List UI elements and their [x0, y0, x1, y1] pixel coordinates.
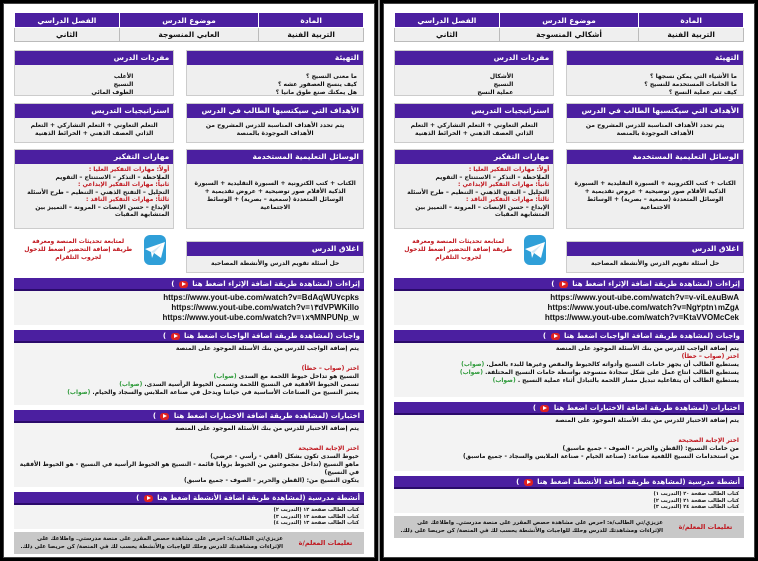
telegram-icon[interactable]	[524, 235, 546, 265]
enrichment-link[interactable]: https://www.yout-ube.com/watch?v=v-viLe٨uBwA	[550, 293, 739, 302]
goals-box	[186, 103, 364, 143]
thinking-text: التحليل – التفتح الذهني – التنظيم – طرح الأسئلة	[27, 188, 170, 196]
activity-item: كتاب الطالب صفحة ٢٤ (التدريب ٣)	[653, 504, 739, 510]
homework-item: يستطيع الطالب أن يتفاعلية تبديل مسار اللحمة بالتبادل أثناء عملية النسيج . (صواب)	[492, 377, 739, 384]
vocab-title: مفردات الدرس	[395, 51, 553, 65]
thinking-text: الإبداع – حسن الإنصات – المرونة – التمييز بين المتشابهة المقبات	[415, 203, 550, 218]
tests-section	[14, 410, 364, 487]
header-table	[14, 12, 364, 42]
enrichment-section	[14, 278, 364, 325]
goals-text: يتم تحدد الأهداف المناسبة للدرس المشروح من الأهداف الموجودة بالمنصة	[205, 122, 345, 137]
homework-intro: يتم إضافة الواجب للدرس من بنك الأسئلة الموجود على المنصة	[175, 345, 359, 352]
vocab-item: النسيج	[493, 81, 514, 88]
strategies-text: التعلم التعاوني + التعلم التشاركي + التعلم الذاتي العصف الذهني + الخرائط الذهنية	[30, 122, 158, 137]
enrichment-link[interactable]: https://www.yout-ube.com/watch?v=١x٩MNPUNp_w	[162, 313, 359, 322]
youtube-icon[interactable]	[540, 405, 549, 412]
activities-section	[14, 492, 364, 529]
closing-text: حل أسئلة تقويم الدرس والأنشطة المصاحبة	[210, 260, 340, 267]
homework-item: النسيج هو تداخل خيوط اللحمة مع السدى (صواب)	[213, 373, 359, 380]
activities-title[interactable]: أنشطة مدرسية (لمشاهدة طريقة اضافة الأنشطة اضغط هنا )	[394, 476, 744, 489]
tools-title: الوسائل التعليمية المستخدمة	[187, 150, 363, 164]
homework-item: يعتبر النسيج من الصناعات الأساسية في حياتنا ويدخل في صناعة الملابس والسجاد والخيام. (صواب)	[67, 389, 359, 396]
telegram-text[interactable]: لمتابعة تحديثات المنصة ومعرفة طريقة إضافة التحضير اضغط للدخول لجروب التلقرام	[404, 238, 513, 261]
homework-question-heading: اختر (صواب – خطأ)	[301, 365, 359, 372]
vocab-box	[394, 50, 554, 96]
warmup-line: ما الخامات المستخدمة للنسيج ؟	[644, 81, 737, 88]
tests-item: يتكون النسيج من: (القطن والحرير - الصوف - جميع ماسبق)	[183, 477, 359, 484]
goals-title: الأهداف التي سيكتسبها الطالب في الدرس	[187, 104, 363, 118]
closing-text: حل أسئلة تقويم الدرس والأنشطة المصاحبة	[590, 260, 720, 267]
thinking-heading: ثالثاً: مهارات التفكير الناقد :	[86, 196, 170, 203]
teacher-notes-label: تعليمات المعلم/ة	[298, 538, 353, 547]
enrichment-link[interactable]: https://www.yout-ube.com/watch?v=Ng٢ptn١mZg٨	[547, 303, 739, 312]
homework-section	[14, 330, 364, 405]
homework-question-heading: اختر (صواب – خطأ)	[681, 353, 739, 360]
header-topic-value: العابي المنسوجة	[119, 28, 259, 42]
lesson-plan-page-left	[0, 0, 378, 561]
activity-item: كتاب الطالب صفحة ١٣ (التدريب ٣)	[273, 513, 359, 520]
warmup-title: التهيئة	[187, 51, 363, 65]
telegram-promo[interactable]	[394, 233, 554, 267]
strategies-text: التعلم التعاوني + التعلم التشاركي + التعلم الذاتي العصف الذهني + الخرائط الذهنية	[410, 122, 538, 137]
enrichment-title[interactable]: إثراءات (لمشاهدة طريقة اضافة الإثراء اضغط هنا )	[14, 278, 364, 291]
vocab-item: الأشكال	[489, 73, 514, 80]
activities-section	[394, 476, 744, 513]
homework-title[interactable]: واجبات (لمشاهدة طريقة اضافة الواجبات اضغط هنا )	[14, 330, 364, 343]
activity-item: كتاب الطالب صفحة ٢٠ (التدريب ١)	[653, 491, 739, 497]
teacher-notes	[394, 516, 744, 538]
youtube-icon[interactable]	[160, 413, 169, 420]
header-term-value: الثاني	[15, 28, 120, 42]
header-topic-label: موضوع الدرس	[119, 13, 259, 28]
thinking-heading: أولاً: مهارات التفكير العليا :	[468, 166, 550, 173]
header-subject-value: التربية الفنية	[259, 28, 364, 42]
strategies-box	[14, 103, 174, 143]
thinking-text: الإبداع – حسن الإنصات – المرونة – التمييز بين المتشابهة المقبات	[35, 203, 170, 218]
header-subject-label: المادة	[259, 13, 364, 28]
vocab-item: النسيج	[113, 81, 134, 88]
homework-item: يستطيع الطالب أن يجهز خامات النسيج وأدواته كالخيوط والمقص وغيرها للبدء بالعمل. (صواب)	[461, 361, 739, 368]
enrichment-link[interactable]: https://www.yout-ube.com/watch?v=BdAqWU٧cpks	[163, 293, 359, 302]
homework-intro: يتم إضافة الواجب للدرس من بنك الأسئلة الموجود على المنصة	[555, 345, 739, 352]
thinking-text: الملاحظة – التذكر – الاستنتاج – التقويم	[55, 173, 170, 181]
tests-question-heading: اختر الإجابة الصحيحة	[298, 445, 359, 452]
youtube-icon[interactable]	[171, 333, 180, 340]
vocab-item: الطوف المائي	[91, 89, 134, 96]
youtube-icon[interactable]	[551, 333, 560, 340]
homework-item: يستطيع الطالب انتاج عمل على شكل سجادة منسوجة بواسطة خامات النسيج المختلفة. (صواب)	[459, 369, 739, 376]
tests-intro: يتم إضافة الاختبار للدرس من بنك الأسئلة الموجود على المنصة	[175, 425, 359, 432]
strategies-title: استراتيجيات التدريس	[395, 104, 553, 118]
warmup-box	[186, 50, 364, 96]
tools-title: الوسائل التعليمية المستخدمة	[567, 150, 743, 164]
teacher-notes	[14, 532, 364, 554]
warmup-line: ما معنى النسيج ؟	[306, 73, 357, 80]
header-term-label: الفصل الدراسي	[395, 13, 500, 28]
activity-item: كتاب الطالب صفحة ١٢ (التدريب ٢)	[273, 507, 359, 513]
header-table	[394, 12, 744, 42]
header-subject-label: المادة	[639, 13, 744, 28]
tools-text: الكتاب + كتب الكترونية + السبورة التقليدية + السبورة الذكية الأقلام صور توضيحية + عروض تقديمية + الوسائل المتعددة (سمعية – بصرية) + الوسائط الاجتماعية	[574, 180, 736, 211]
tests-item: من استخدامات النسيج اللفعية صناعة: (صناعة الخيام - صناعة الملابس والسجاد - جميع ماسبق)	[462, 453, 739, 460]
tests-title[interactable]: اختبارات (لمشاهدة طريقة اضافة الاختبارات اضغط هنا )	[14, 410, 364, 423]
warmup-line: كيف ينسج العصفور عشه ؟	[277, 81, 357, 88]
homework-item: تسمى الخيوط الأفقية في النسيج اللحمة وتسمى الخيوط الرأسية السدى. (صواب)	[119, 381, 359, 388]
closing-box	[566, 241, 744, 273]
tests-question-heading: اختر الإجابة الصحيحة	[678, 437, 739, 444]
vocab-item: عملية النسج	[477, 89, 514, 96]
lesson-plan-page-right	[380, 0, 758, 561]
telegram-icon[interactable]	[144, 235, 166, 265]
goals-box	[566, 103, 744, 143]
activity-item: كتاب الطالب صفحة ٢١ (التدريب ٢)	[653, 497, 739, 504]
thinking-title: مهارات التفكير	[15, 150, 173, 164]
thinking-box	[14, 149, 174, 229]
thinking-box	[394, 149, 554, 229]
thinking-heading: أولاً: مهارات التفكير العليا :	[88, 166, 170, 173]
goals-text: يتم تحدد الأهداف المناسبة للدرس المشروح من الأهداف الموجودة بالمنصة	[585, 122, 725, 137]
telegram-text[interactable]: لمتابعة تحديثات المنصة ومعرفة طريقة إضافة التحضير اضغط للدخول لجروب التلقرام	[24, 238, 133, 261]
thinking-title: مهارات التفكير	[395, 150, 553, 164]
thinking-heading: ثالثاً: مهارات التفكير الناقد :	[466, 196, 550, 203]
closing-title: اغلاق الدرس	[187, 242, 363, 256]
warmup-box	[566, 50, 744, 96]
page-content	[4, 4, 374, 557]
header-term-label: الفصل الدراسي	[15, 13, 120, 28]
goals-title: الأهداف التي سيكتسبها الطالب في الدرس	[567, 104, 743, 118]
page-content	[384, 4, 754, 557]
youtube-icon[interactable]	[559, 281, 568, 288]
tools-box	[186, 149, 364, 229]
strategies-box	[394, 103, 554, 143]
warmup-line: كيف تتم عملية النسج ؟	[668, 89, 737, 96]
thinking-heading: ثانياً: مهارات التفكير الإبداعي :	[77, 181, 170, 188]
tools-box	[566, 149, 744, 229]
warmup-title: التهيئة	[567, 51, 743, 65]
thinking-heading: ثانياً: مهارات التفكير الإبداعي :	[457, 181, 550, 188]
vocab-item: الأعلب	[113, 73, 134, 80]
youtube-icon[interactable]	[144, 495, 153, 502]
tests-section	[394, 402, 744, 471]
tests-item: من خامات النسيج: (القطن والحرير - الصوف - جميع ماسبق)	[562, 445, 739, 452]
tests-title[interactable]: اختبارات (لمشاهدة طريقة اضافة الاختبارات اضغط هنا )	[394, 402, 744, 415]
enrichment-link[interactable]: https://www.yout-ube.com/watch?v=١٣dVPWKillo	[171, 303, 359, 312]
thinking-text: التحليل – التفتح الذهني – التنظيم – طرح الأسئلة	[407, 188, 550, 196]
strategies-title: استراتيجيات التدريس	[15, 104, 173, 118]
thinking-text: الملاحظة – التذكر – الاستنتاج – التقويم	[435, 173, 550, 181]
closing-box	[186, 241, 364, 273]
closing-title: اغلاق الدرس	[567, 242, 743, 256]
tests-intro: يتم إضافة الاختبار للدرس من بنك الأسئلة الموجود على المنصة	[555, 417, 739, 424]
activity-item: كتاب الطالب صفحة ١٣ (التدريب ٤)	[273, 520, 359, 526]
warmup-line: ما الأشياء التي يمكن نسجها ؟	[650, 73, 737, 80]
homework-title[interactable]: واجبات (لمشاهدة طريقة اضافة الواجبات اضغط هنا )	[394, 330, 744, 343]
vocab-title: مفردات الدرس	[15, 51, 173, 65]
teacher-notes-text: عزيزي/تي الطالب/ة: احرص على مشاهدة حصص المقرر على منصة مدرستي. واطلاعك على الإثراءات ومشاهدتك للدرس وحلك للواجبات والأنشطة يحسب لك في المنصة/ كن حريصا على ذلك.	[400, 519, 663, 534]
youtube-icon[interactable]	[179, 281, 188, 288]
tests-item: خيوط السدى تكون بشكل (أفقي - رأسي - عرضي)	[210, 453, 359, 460]
header-topic-value: أشكالي المنسوجة	[499, 28, 639, 42]
teacher-notes-label: تعليمات المعلم/ة	[678, 522, 733, 531]
activities-title[interactable]: أنشطة مدرسية (لمشاهدة طريقة اضافة الأنشطة اضغط هنا )	[14, 492, 364, 505]
teacher-notes-text: عزيزي/تي الطالب/ة: احرص على مشاهدة حصص المقرر على منصة مدرستي. واطلاعك على الإثراءات ومشاهدتك للدرس وحلك للواجبات والأنشطة يحسب لك في المنصة/ كن حريصا على ذلك.	[20, 535, 283, 550]
enrichment-section	[394, 278, 744, 325]
enrichment-title[interactable]: إثراءات (لمشاهدة طريقة اضافة الإثراء اضغط هنا )	[394, 278, 744, 291]
tests-item: ماهو النسيج (تداخل مجموعتين من الخيوط بزوايا قائمة - النسيج هو الخيوط الرأسية في النسيج - هو الخيوط الأفقية في النسيج)	[19, 461, 359, 476]
enrichment-link[interactable]: https://www.yout-ube.com/watch?v=KtaVVOMcCek	[544, 313, 739, 322]
youtube-icon[interactable]	[524, 479, 533, 486]
header-subject-value: التربية الفنية	[639, 28, 744, 42]
tools-text: الكتاب + كتب الكترونية + السبورة التقليدية + السبورة الذكية الأقلام صور توضيحية + عروض تقديمية + الوسائل المتعددة (سمعية – بصرية) + الوسائط الاجتماعية	[194, 180, 356, 211]
telegram-promo[interactable]	[14, 233, 174, 267]
header-term-value: الثاني	[395, 28, 500, 42]
vocab-box	[14, 50, 174, 96]
header-topic-label: موضوع الدرس	[499, 13, 639, 28]
homework-section	[394, 330, 744, 397]
warmup-line: هل يمكنك صنع طوق مانيا ؟	[275, 89, 357, 96]
